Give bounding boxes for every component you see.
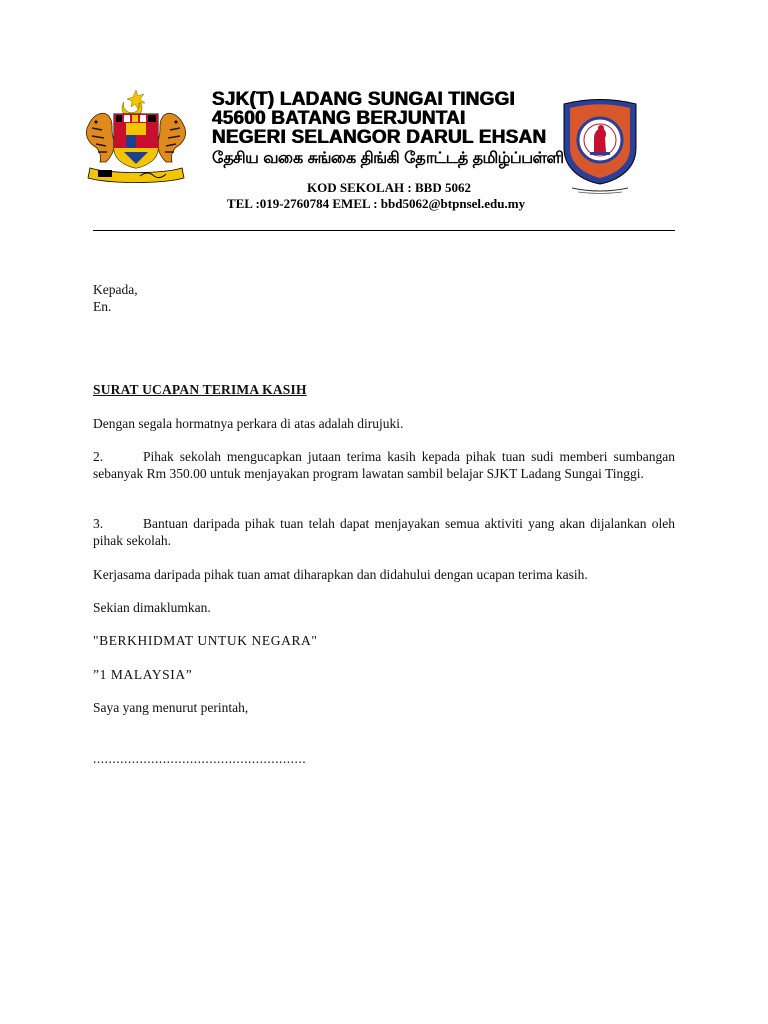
paragraph-2 <box>93 448 675 482</box>
paragraph-3-text: Bantuan daripada pihak tuan telah dapat menjayakan semua aktiviti yang akan dijalankan oleh pihak sekolah. <box>93 516 675 548</box>
paragraph-3-number: 3. <box>93 516 104 531</box>
sekian-line: Sekian dimaklumkan. <box>93 600 211 615</box>
header-divider <box>93 230 675 231</box>
recipient-name: En. <box>93 299 112 314</box>
motto-berkhidmat: "BERKHIDMAT UNTUK NEGARA" <box>93 633 318 648</box>
school-code: KOD SEKOLAH : BBD 5062 <box>307 180 471 195</box>
closing-line: Kerjasama daripada pihak tuan amat diharapkan dan didahului dengan ucapan terima kasih. <box>93 567 588 582</box>
school-state: NEGERI SELANGOR DARUL EHSAN <box>212 127 547 148</box>
paragraph-3 <box>93 515 675 549</box>
opening-line: Dengan segala hormatnya perkara di atas adalah dirujuki. <box>93 416 404 431</box>
recipient-label: Kepada, <box>93 282 138 297</box>
school-address: 45600 BATANG BERJUNTAI <box>212 108 466 129</box>
paragraph-2-text: Pihak sekolah mengucapkan jutaan terima kasih kepada pihak tuan sudi memberi sumbangan sebanyak Rm 350.00 untuk menjayakan program lawatan sambil belajar SJKT Ladang Sungai Tinggi. <box>93 449 675 481</box>
coat-of-arms-icon <box>80 88 192 188</box>
signoff-line: Saya yang menurut perintah, <box>93 700 249 715</box>
letterhead <box>0 0 768 240</box>
school-heading <box>212 90 563 169</box>
paragraph-2-number: 2. <box>93 449 104 464</box>
contact-line: TEL :019-2760784 EMEL : bbd5062@btpnsel.edu.my <box>226 196 526 211</box>
signature-line: ....................................................... <box>93 751 307 766</box>
motto-1malaysia: ”1 MALAYSIA” <box>93 667 193 682</box>
school-tamil-name: தேசிய வகை சுங்கை திங்கி தோட்டத் தமிழ்ப்பள்ளி <box>212 148 564 167</box>
school-name: SJK(T) LADANG SUNGAI TINGGI <box>212 89 516 110</box>
letter-subject: SURAT UCAPAN TERIMA KASIH <box>93 382 307 397</box>
